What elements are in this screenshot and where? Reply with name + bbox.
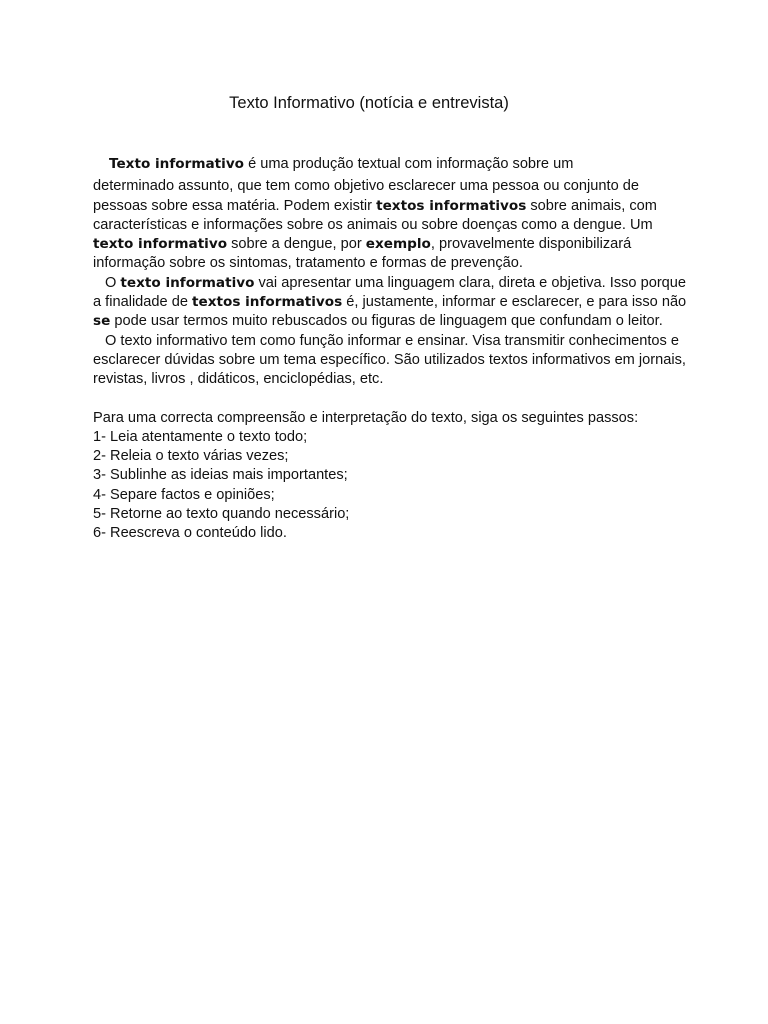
bold-term: textos informativos [192, 294, 343, 311]
document-body [93, 155, 693, 544]
bold-term: textos informativos [376, 197, 527, 214]
bold-term: texto informativo [120, 274, 255, 291]
list-item: 5- Retorne ao texto quando necessário; [93, 506, 350, 523]
steps-list [93, 428, 693, 544]
paragraph-3 [93, 332, 693, 390]
instructions-intro: Para uma correcta compreensão e interpretação do texto, siga os seguintes passos: [93, 409, 639, 426]
list-item: 6- Reescreva o conteúdo lido. [93, 525, 287, 542]
list-item: 2- Releia o texto várias vezes; [93, 448, 289, 465]
text-segment: sobre animais, com características e informações sobre os animais ou sobre doenças como a dengue. Um [93, 197, 657, 233]
bold-term: exemplo [365, 236, 431, 253]
paragraph-1-first-line [93, 155, 693, 174]
text-segment: O [105, 274, 121, 291]
bold-term: texto informativo [93, 236, 228, 253]
paragraph-1 [93, 155, 693, 274]
bold-term: Texto informativo [109, 156, 245, 172]
list-item: 1- Leia atentamente o texto todo; [93, 428, 308, 445]
text-segment: é, justamente, informar e esclarecer, e para isso não [342, 294, 687, 311]
text-segment: sobre a dengue, por [227, 236, 366, 253]
document-title: Texto Informativo (notícia e entrevista) [229, 94, 509, 112]
paragraph-spacer [93, 390, 693, 409]
list-item: 4- Separe factos e opiniões; [93, 486, 275, 503]
paragraph-2 [93, 274, 693, 332]
text-segment: pode usar termos muito rebuscados ou figuras de linguagem que confundam o leitor. [110, 313, 663, 330]
bold-term: se [93, 313, 111, 330]
text-segment: O texto informativo tem como função informar e ensinar. Visa transmitir conhecimentos e esclarecer dúvidas sobre um tema específico. São utilizados textos informativos em jornais, revistas, livros , didáticos, enciclopédias, etc. [93, 332, 686, 388]
list-item: 3- Sublinhe as ideias mais importantes; [93, 467, 348, 484]
text-segment: , provavelmente disponibilizará informação sobre os sintomas, tratamento e formas de prevenção. [93, 236, 632, 272]
text-segment: é uma produção textual com informação sobre um [244, 156, 574, 172]
text-segment: determinado assunto, que tem como objetivo esclarecer uma pessoa ou conjunto de pessoas sobre essa matéria. Podem existir [93, 178, 639, 214]
text-segment: vai apresentar uma linguagem clara, direta e objetiva. Isso porque a finalidade de [93, 274, 687, 311]
